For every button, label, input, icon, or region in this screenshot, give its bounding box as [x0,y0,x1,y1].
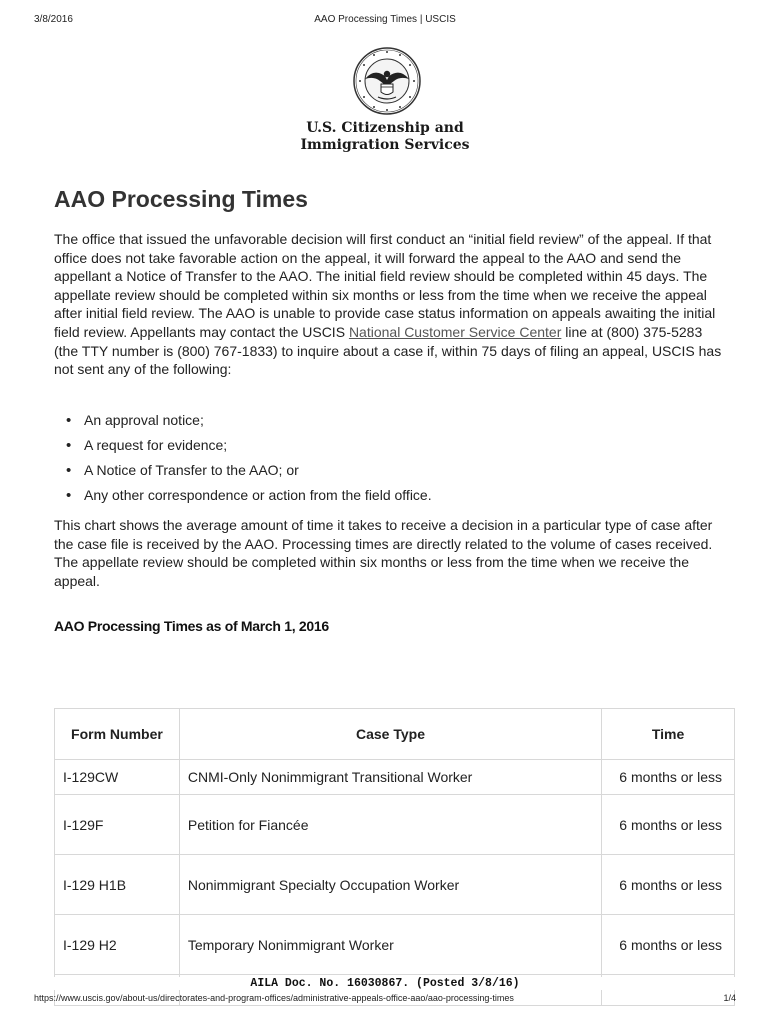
intro-paragraph [54,230,722,379]
form-number-cell: I-129 H1B [55,855,180,915]
case-type-cell: Nonimmigrant Specialty Occupation Worker [179,855,601,915]
time-cell: 6 months or less [602,760,735,795]
header-time: Time [602,709,735,760]
print-page-title: AAO Processing Times | USCIS [314,14,456,25]
time-cell: 6 months or less [602,915,735,975]
chart-description-paragraph: This chart shows the average amount of time it takes to receive a decision in a particular type of case after the case file is received by the AAO. Processing times are directly related to the volume of cases received. The appellate review should be completed within six months or less from the time when we receive the appeal. [54,517,713,589]
table-row [55,795,735,855]
case-type-cell: Temporary Nonimmigrant Worker [179,915,601,975]
time-cell: 6 months or less [602,855,735,915]
header-case-type: Case Type [179,709,601,760]
print-date: 3/8/2016 [34,14,73,25]
processing-times-table [54,708,735,1006]
form-number-cell: I-129CW [55,760,180,795]
page-title: AAO Processing Times [54,186,308,212]
aila-document-stamp: AILA Doc. No. 16030867. (Posted 3/8/16) [0,977,770,990]
agency-wordmark [200,120,570,154]
table-row [55,760,735,795]
time-cell: 6 months or less [602,795,735,855]
list-item: • Any other correspondence or action from the field office. [54,483,714,508]
form-number-cell: I-129F [55,795,180,855]
list-item: • A Notice of Transfer to the AAO; or [54,458,714,483]
form-number-cell: I-129 H2 [55,915,180,975]
dhs-seal-logo [352,46,422,116]
national-customer-service-center-link[interactable]: National Customer Service Center [348,323,562,340]
header-form-number: Form Number [55,709,180,760]
case-type-cell: Petition for Fiancée [179,795,601,855]
list-item: • An approval notice; [54,408,714,433]
table-row [55,855,735,915]
processing-times-heading: AAO Processing Times as of March 1, 2016 [54,618,329,634]
intro-text-start: The office that issued the unfavorable decision will first conduct an “initial field review” of the appeal. If that office does not take favorable action on the appeal, it will forward the appeal to the AAO and send the appellant a Notice of Transfer to the AAO. The initial field review should be completed within 45 days. The appellate review should be completed within six months or less from the time when we receive the appeal after initial field review. The AAO is unable to provide case status information on appeals awaiting the initial field review. Appellants may contact the USCIS [54,231,716,340]
table-header-row [55,709,735,760]
agency-name-line1: U.S. Citizenship and [306,120,464,136]
table-row [55,915,735,975]
required-notices-list [54,408,714,508]
list-item: • A request for evidence; [54,433,714,458]
intro-text-end: line at (800) 375-5283 (the TTY number is (800) 767-1833) to inquire about a case if, within 75 days of filing an appeal, USCIS has not sent any of the following: [54,323,722,378]
agency-name-line2: Immigration Services [300,137,470,153]
print-page-number: 1/4 [723,993,736,1003]
print-url: https://www.uscis.gov/about-us/directorates-and-program-offices/administrative-appeals-office-aao/aao-processing-times [34,993,514,1003]
case-type-cell: CNMI-Only Nonimmigrant Transitional Worker [179,760,601,795]
print-header [0,14,770,28]
